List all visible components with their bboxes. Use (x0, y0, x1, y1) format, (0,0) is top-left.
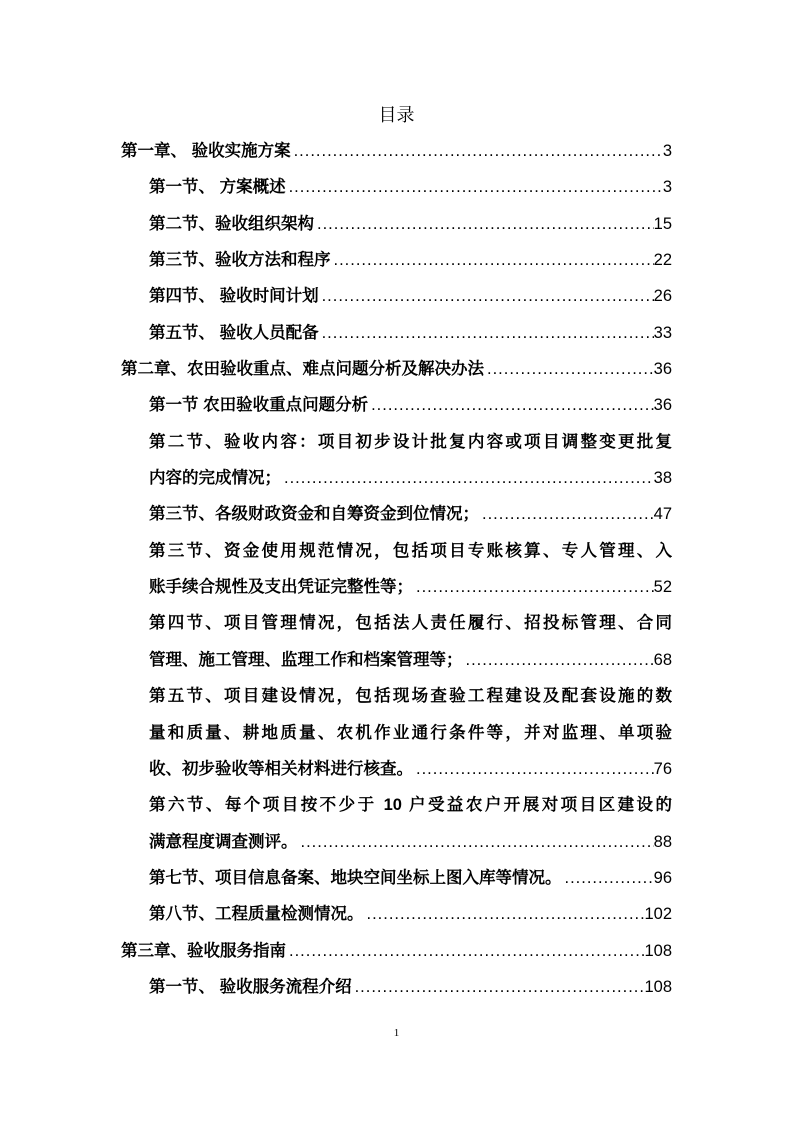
toc-entry-title: 第一节 农田验收重点问题分析 (149, 396, 369, 415)
toc-entry-page: 76 (653, 759, 672, 778)
toc-entry-line (121, 642, 672, 678)
toc-entry-title: 满意程度调查测评。 (149, 832, 298, 851)
dot-leader (314, 206, 654, 242)
toc-entry-page: 15 (653, 214, 672, 233)
toc-entry-page: 26 (653, 287, 672, 306)
toc-entry-line (121, 715, 672, 751)
toc-entry-title: 第一节、 方案概述 (149, 178, 286, 197)
dot-leader (368, 387, 654, 423)
toc-entry-page: 3 (662, 178, 672, 197)
toc-entry[interactable] (121, 206, 672, 242)
toc-entry[interactable] (121, 678, 672, 787)
dot-leader (281, 460, 654, 496)
dot-leader (463, 642, 654, 678)
toc-entry-line (121, 315, 672, 351)
toc-entry-title: 第三节、资金使用规范情况，包括项目专账核算、专人管理、入 (149, 541, 672, 560)
toc-entry[interactable] (121, 133, 672, 169)
dot-leader (352, 969, 645, 1005)
toc-entry-page: 3 (662, 142, 672, 160)
dot-leader (484, 351, 654, 387)
toc-entry[interactable] (121, 787, 672, 860)
toc-entry-line (121, 496, 672, 532)
toc-entry-line (121, 933, 672, 969)
toc-entry-line (121, 424, 672, 460)
toc-entry-title: 第二节、验收组织架构 (149, 214, 314, 233)
toc-entry-line (121, 751, 672, 787)
toc-entry-page: 36 (653, 396, 672, 415)
toc-entry-line (121, 169, 672, 205)
toc-entry[interactable] (121, 496, 672, 532)
toc-entry-line (121, 351, 672, 387)
toc-entry-title: 第二章、农田验收重点、难点问题分析及解决办法 (121, 360, 484, 379)
toc-entry-page: 108 (644, 977, 672, 996)
toc-entry[interactable] (121, 387, 672, 423)
toc-entry[interactable] (121, 242, 672, 278)
toc-entry-line (121, 824, 672, 860)
toc-entry-page: 33 (653, 323, 672, 342)
dot-leader (319, 315, 654, 351)
toc-entry-line (121, 969, 672, 1005)
toc-entry-line (121, 278, 672, 314)
toc-entry[interactable] (121, 969, 672, 1005)
dot-leader (479, 496, 654, 532)
toc-entry-title: 内容的完成情况； (149, 469, 281, 488)
toc-entry-title: 第五节、项目建设情况，包括现场查验工程建设及配套设施的数 (149, 687, 672, 706)
toc-entry-line (121, 206, 672, 242)
toc-title: 目录 (378, 105, 415, 126)
toc-entry-page: 96 (653, 868, 672, 887)
toc-entry[interactable] (121, 933, 672, 969)
toc-entry-title: 收、初步验收等相关材料进行核查。 (149, 759, 413, 778)
toc-entry-title: 第三节、各级财政资金和自筹资金到位情况； (149, 505, 479, 524)
page-number: 1 (393, 1027, 400, 1039)
dot-leader (413, 751, 654, 787)
dot-leader (298, 824, 654, 860)
toc-entry-page: 52 (653, 578, 672, 597)
dot-leader (364, 896, 645, 932)
toc-entry[interactable] (121, 315, 672, 351)
toc-entry-line (121, 787, 672, 823)
dot-leader (286, 933, 644, 969)
toc-entry-page: 102 (644, 905, 672, 924)
toc-entry[interactable] (121, 533, 672, 606)
toc-entry[interactable] (121, 605, 672, 678)
toc-entry-line (121, 387, 672, 423)
toc-entry-title: 第三章、验收服务指南 (121, 941, 286, 960)
toc-entry-title: 第七节、项目信息备案、地块空间坐标上图入库等情况。 (149, 868, 562, 887)
toc-entry-page: 88 (653, 832, 672, 851)
toc-entry[interactable] (121, 860, 672, 896)
toc-entry-page: 22 (653, 251, 672, 270)
toc-entry[interactable] (121, 278, 672, 314)
toc-entry-page: 38 (653, 469, 672, 488)
dot-leader (286, 169, 663, 205)
toc-entry-line (121, 133, 672, 169)
toc-entry-title: 第八节、工程质量检测情况。 (149, 905, 364, 924)
toc-entry-title: 量和质量、耕地质量、农机作业通行条件等，并对监理、单项验 (149, 723, 672, 742)
table-of-contents (121, 133, 672, 1005)
toc-entry-title: 第五节、 验收人员配备 (149, 323, 319, 342)
toc-entry-line (121, 896, 672, 932)
toc-entry-line (121, 860, 672, 896)
toc-entry-line (121, 569, 672, 605)
toc-entry-title: 第二节、验收内容：项目初步设计批复内容或项目调整变更批复 (149, 432, 672, 451)
toc-entry[interactable] (121, 424, 672, 497)
toc-entry-line (121, 533, 672, 569)
toc-entry[interactable] (121, 351, 672, 387)
dot-leader (319, 278, 654, 314)
toc-entry-line (121, 678, 672, 714)
toc-entry-title: 第一章、 验收实施方案 (121, 142, 291, 160)
toc-entry-title: 第三节、验收方法和程序 (149, 251, 331, 270)
toc-entry-title: 第四节、项目管理情况，包括法人责任履行、招投标管理、合同 (149, 614, 672, 633)
toc-entry-line (121, 460, 672, 496)
dot-leader (331, 242, 654, 278)
toc-entry-page: 47 (653, 505, 672, 524)
toc-entry[interactable] (121, 169, 672, 205)
toc-entry-title: 第四节、 验收时间计划 (149, 287, 319, 306)
toc-entry-title: 第一节、 验收服务流程介绍 (149, 977, 352, 996)
toc-entry-page: 36 (653, 360, 672, 379)
dot-leader (291, 133, 663, 169)
toc-entry-page: 68 (653, 650, 672, 669)
toc-entry-title: 账手续合规性及支出凭证完整性等； (149, 578, 413, 597)
dot-leader (562, 860, 654, 896)
toc-entry[interactable] (121, 896, 672, 932)
toc-entry-title: 第六节、每个项目按不少于 10 户受益农户开展对项目区建设的 (149, 796, 672, 815)
dot-leader (413, 569, 654, 605)
toc-entry-line (121, 242, 672, 278)
toc-entry-page: 108 (644, 941, 672, 960)
toc-entry-line (121, 605, 672, 641)
toc-entry-title: 管理、施工管理、监理工作和档案管理等； (149, 650, 463, 669)
